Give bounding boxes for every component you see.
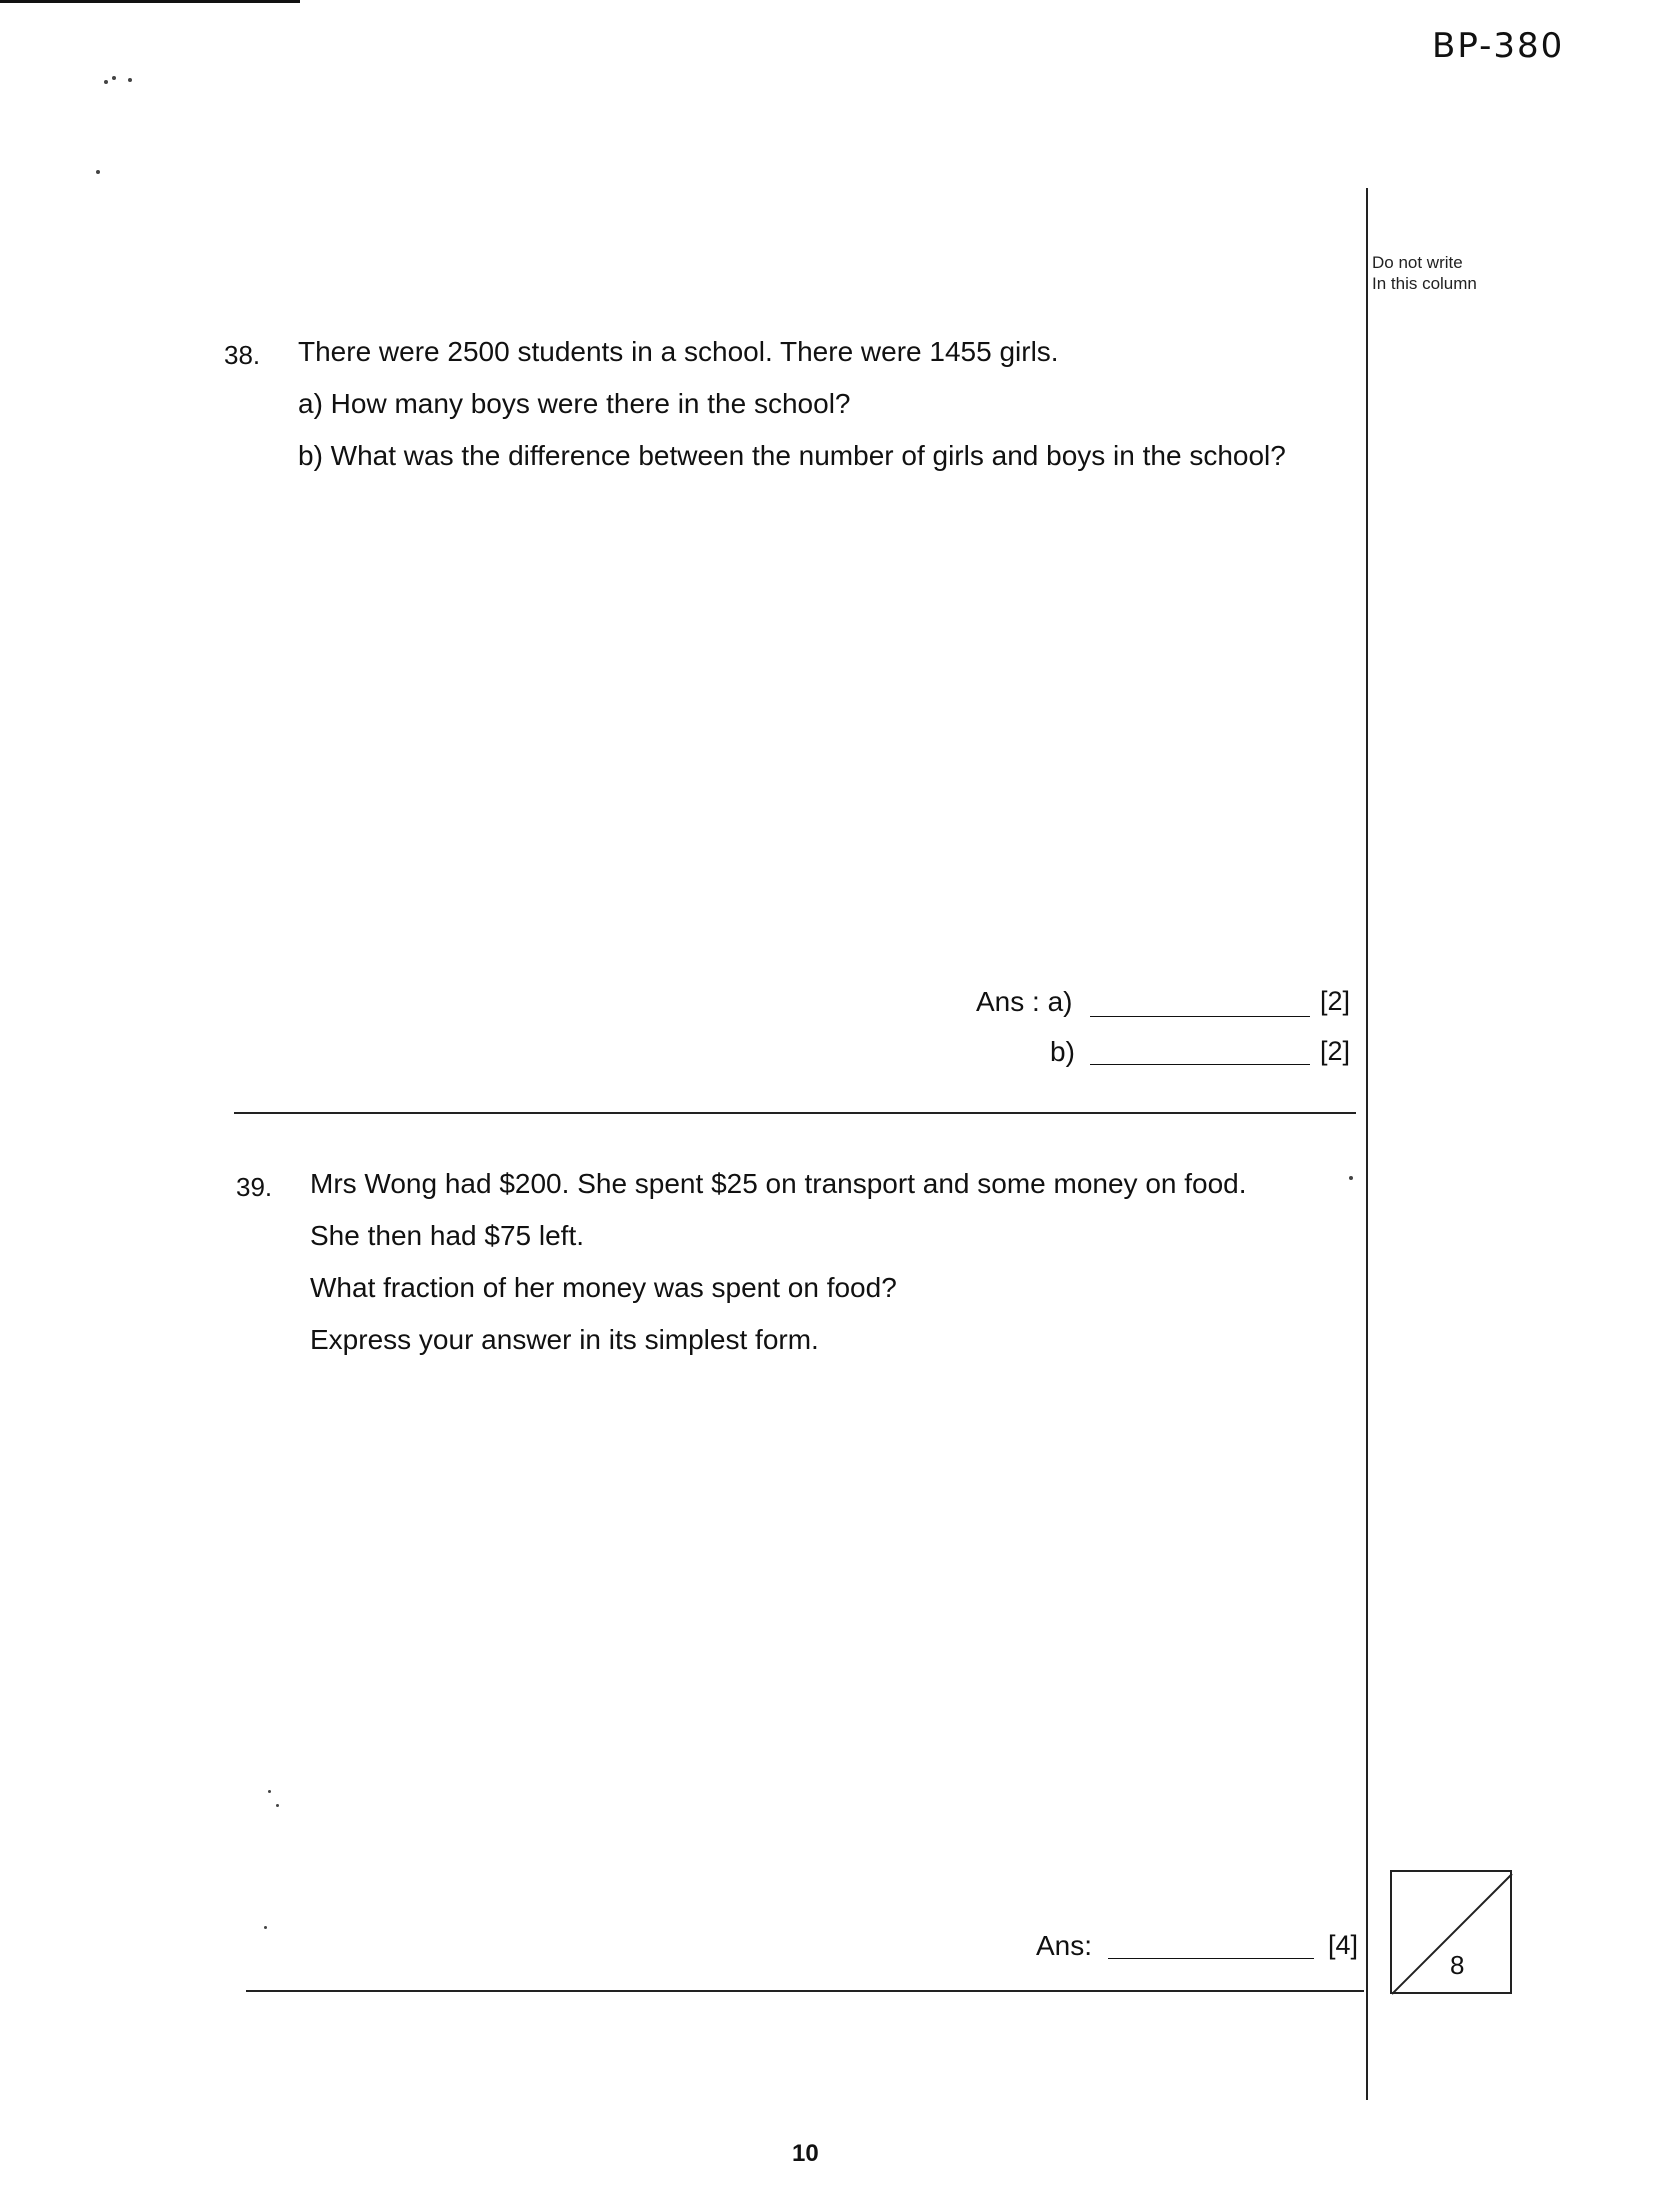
score-box-total: 8 bbox=[1450, 1950, 1465, 1980]
question-38-number: 38. bbox=[224, 340, 261, 370]
question-divider bbox=[234, 1112, 1356, 1114]
question-39-number: 39. bbox=[236, 1172, 273, 1202]
page-number: 10 bbox=[792, 2140, 819, 2167]
scan-speck bbox=[128, 78, 132, 82]
bottom-divider bbox=[246, 1990, 1364, 1992]
top-edge-rule bbox=[0, 0, 300, 3]
question-39-text bbox=[310, 1158, 1247, 1366]
marks-38b: [2] bbox=[1320, 1036, 1351, 1066]
question-39-line-4: Express your answer in its simplest form. bbox=[310, 1324, 819, 1355]
margin-note bbox=[1372, 252, 1477, 294]
score-box bbox=[1390, 1870, 1512, 1994]
question-39-line-3: What fraction of her money was spent on food? bbox=[310, 1272, 897, 1303]
question-38-text bbox=[298, 326, 1286, 482]
scan-speck bbox=[264, 1926, 267, 1929]
answer-39-label: Ans: bbox=[1036, 1930, 1093, 1961]
question-38-part-a: a) How many boys were there in the school? bbox=[298, 388, 851, 419]
scan-speck bbox=[276, 1804, 279, 1807]
marks-39: [4] bbox=[1328, 1930, 1359, 1960]
scan-speck bbox=[104, 80, 108, 84]
paper-code: BP-380 bbox=[1432, 26, 1565, 66]
margin-note-line-1: Do not write bbox=[1372, 253, 1463, 272]
question-38-stem: There were 2500 students in a school. There were 1455 girls. bbox=[298, 336, 1059, 367]
margin-note-line-2: In this column bbox=[1372, 274, 1477, 293]
scan-speck bbox=[96, 170, 100, 174]
question-39-line-1: Mrs Wong had $200. She spent $25 on transport and some money on food. bbox=[310, 1168, 1247, 1199]
question-39-line-2: She then had $75 left. bbox=[310, 1220, 584, 1251]
scan-speck bbox=[1349, 1176, 1353, 1180]
margin-column-rule bbox=[1366, 188, 1368, 2100]
scan-speck bbox=[268, 1790, 271, 1793]
answer-39-blank[interactable] bbox=[1108, 1958, 1314, 1959]
marks-38a: [2] bbox=[1320, 986, 1351, 1016]
answer-38b-label: b) bbox=[1050, 1036, 1075, 1067]
answer-38a-label: Ans : a) bbox=[976, 986, 1073, 1017]
answer-38a-blank[interactable] bbox=[1090, 1016, 1310, 1017]
answer-38b-blank[interactable] bbox=[1090, 1064, 1310, 1065]
question-38-part-b: b) What was the difference between the number of girls and boys in the school? bbox=[298, 440, 1286, 471]
scan-speck bbox=[112, 76, 116, 80]
